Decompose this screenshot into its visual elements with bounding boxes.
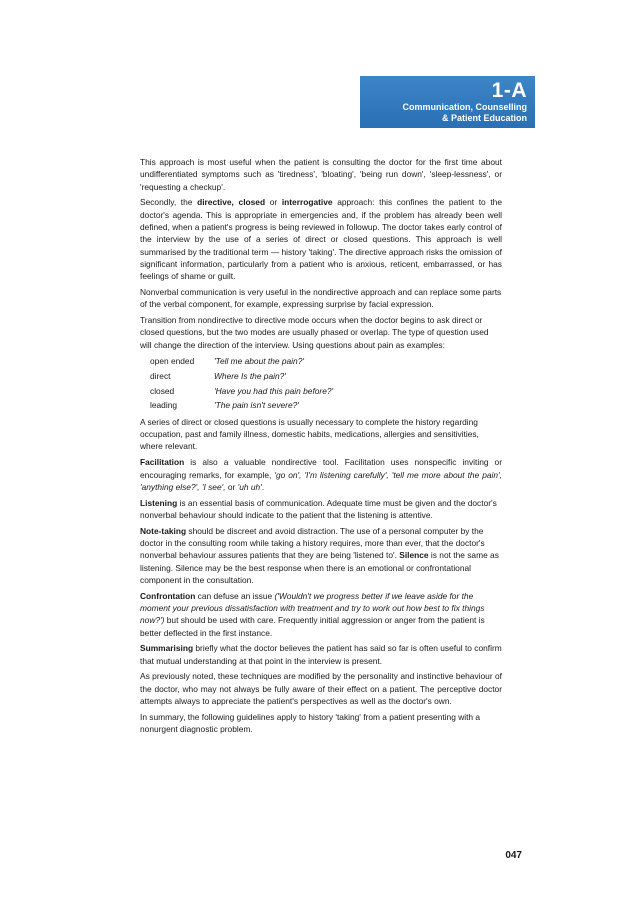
term-facilitation: Facilitation [140,457,185,468]
text-run: or [225,481,238,492]
paragraph-directive-approach [140,196,502,282]
text-run: or [265,197,282,208]
text-run: briefly what the doctor believes the patient has said so far is often useful to confirm that mutual understanding at that point in the interview is present. [140,643,502,666]
term-listening: Listening [140,497,178,508]
list-item [140,369,333,384]
section-tab [360,76,535,128]
quote-run: 'go on', 'I'm listening carefully', 'tell me more about the pain', 'anything else?', 'I see', [140,469,502,492]
term-interrogative: interrogative [281,197,333,208]
question-type: closed [150,385,175,396]
text-run: is not the same as listening. Silence may be the best response when there is an emotional or confrontational component in the consultation. [140,550,499,585]
question-example: Where Is the pain?' [214,371,286,382]
text-run: . [261,481,265,492]
question-type: leading [150,400,178,411]
list-item [140,384,333,399]
paragraph-nonverbal: Nonverbal communication is very useful in the nondirective approach and can replace some parts of the verbal component, for example, expressing surprise by facial expression. [140,286,502,310]
paragraph-facilitation [140,456,502,493]
text-run: is also a valuable nondirective tool. Facilitation uses nonspecific inviting or encouraging remarks, for example, [140,457,502,480]
paragraph-listening [140,497,502,522]
term-silence: Silence [399,550,429,561]
quote-run: 'uh uh' [237,481,262,492]
section-title-line1: Communication, Counselling [402,102,527,112]
question-example: 'Have you had this pain before?' [214,385,334,396]
text-run: can defuse an issue [195,590,275,601]
paragraph-first-time-consult: This approach is most useful when the patient is consulting the doctor for the first time about undifferentiated symptoms such as 'tiredness', 'bloating', 'being run down', 'sleep-lessness', or 'requesting a checkup'. [140,157,502,192]
text-run: but should be used with care. Frequently initial aggression or anger from the patient is better deflected in the first instance. [140,615,485,638]
paragraph-note-taking [140,525,502,586]
text-run: is an essential basis of communication. Adequate time must be given and the doctor's nonverbal behaviour should indicate to the patient that the listening is attentive. [140,497,497,520]
paragraph-summarising [140,642,502,667]
term-summarising: Summarising [140,643,194,654]
section-number: 1-A [491,79,527,102]
question-type: open ended [150,356,195,367]
paragraph-summary: In summary, the following guidelines apply to history 'taking' from a patient presenting with a nonurgent diagnostic problem. [140,711,481,735]
question-example: 'Tell me about the pain?' [214,356,304,367]
list-item [140,354,333,369]
page-number: 047 [505,850,522,861]
term-directive-closed: directive, closed [197,197,266,208]
question-type: direct [150,371,171,382]
body-text [140,156,502,739]
term-confrontation: Confrontation [140,590,196,601]
term-note-taking: Note-taking [140,525,187,536]
text-run: should be discreet and avoid distraction. The use of a personal computer by the doctor in the consulting room while taking a history requires, more than ever, that the doctor's nonverbal behaviour assures patients that they are being 'listened to'. [140,525,485,561]
paragraph-direct-questions: A series of direct or closed questions is usually necessary to complete the history regarding occupation, past and family illness, domestic habits, medications, allergies and sensitivities, where relevant. [140,416,479,452]
text-run: approach: this confines the patient to the doctor's agenda. This is appropriate in emergencies and, if the problem has already been well defined, when a patient's progress is being reviewed in followup. The doctor takes early control of the interview by the use of a series of direct or closed questions. This approach is well summarised by the traditional term — history 'taking'. The directive approach risks the omission of significant information, particularly from a patient who is anxious, reticent, embarrassed, or has feelings of shame or guilt. [140,197,503,282]
paragraph-transition: Transition from nondirective to directive mode occurs when the doctor begins to ask direct or closed questions, but the two modes are usually phased or overlap. The type of question used will change the direction of the interview. Using questions about pain as examples: [140,315,489,350]
question-example: 'The pain isn't severe?' [214,400,299,411]
question-examples-list [140,354,333,412]
list-item [140,398,333,413]
quote-run: ('Wouldn't we progress better if we leave aside for the moment your previous dissatisfaction with treatment and try to work out how best to fix things now?') [140,590,485,626]
paragraph-techniques: As previously noted, these techniques are modified by the personality and instinctive behaviour of the doctor, who may not always be fully aware of their effect on a patient. The perceptive doctor attempts always to appreciate the patient's perspectives as well as the doctor's own. [140,671,502,707]
paragraph-confrontation [140,590,502,639]
section-title-line2: & Patient Education [441,113,527,123]
text-run: Secondly, the [140,197,198,208]
